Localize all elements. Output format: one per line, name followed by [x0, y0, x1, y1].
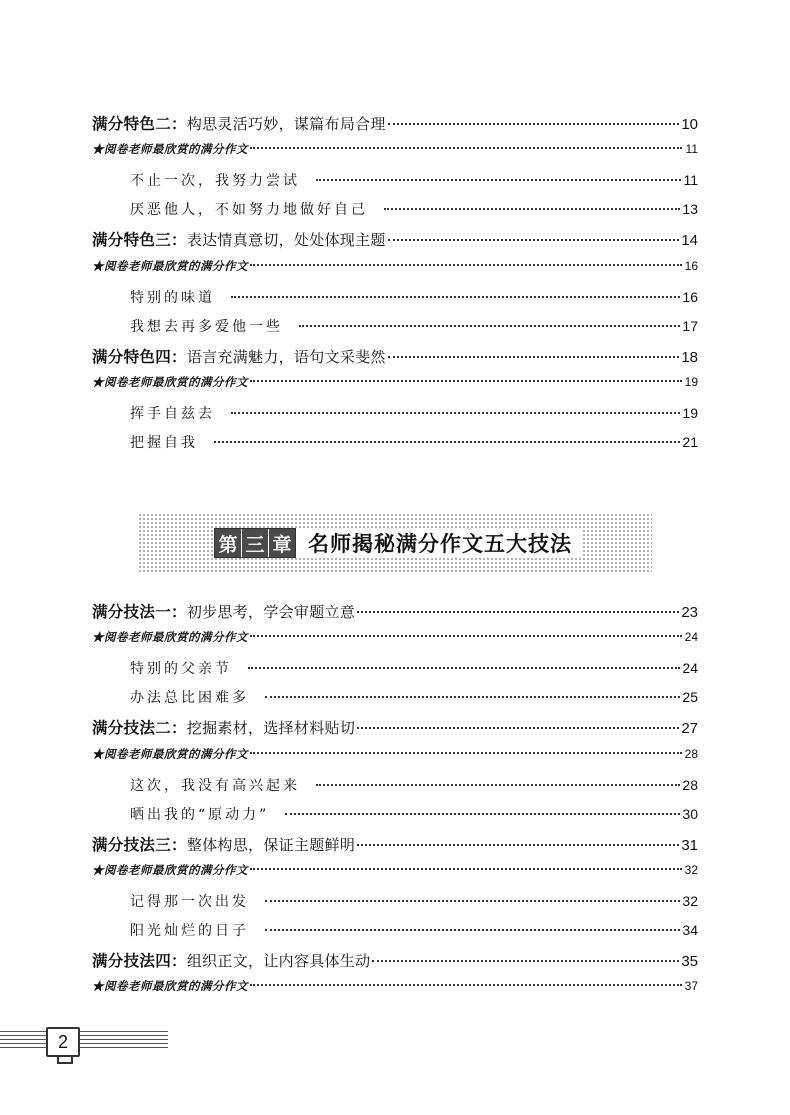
toc-subheading-text: ★阅卷老师最欣赏的满分作文 — [92, 862, 248, 877]
toc-heading-label: 满分技法二： — [92, 719, 187, 738]
toc-heading-text: 组织正文，让内容具体生动 — [186, 952, 371, 971]
toc-heading-label: 满分技法三： — [92, 835, 187, 854]
toc-page-number: 16 — [684, 258, 698, 273]
toc-page-number: 34 — [682, 922, 698, 939]
toc-page-number: 18 — [681, 348, 698, 366]
footer-lines-right — [80, 1031, 168, 1053]
toc-heading-row — [92, 716, 698, 744]
toc-heading-title — [92, 949, 370, 971]
toc-subheading-row — [92, 746, 698, 774]
toc-essay-row — [92, 316, 698, 344]
dot-leader — [250, 984, 682, 986]
dot-leader — [265, 929, 680, 931]
toc-heading-text: 挖掘素材，选择材料贴切 — [186, 719, 356, 738]
toc-subheading-row — [92, 141, 698, 169]
toc-heading-text: 表达情真意切，处处体现主题 — [186, 231, 386, 250]
toc-heading-label: 满分技法一： — [92, 603, 187, 621]
toc-subheading-row — [92, 258, 698, 286]
footer-lines-left — [0, 1031, 46, 1053]
toc-essay-row — [92, 432, 698, 460]
toc-page-number: 37 — [684, 979, 698, 994]
toc-essay-title: 办法总比困难多 — [130, 690, 249, 707]
dot-leader — [299, 325, 680, 327]
toc-subheading-row — [92, 978, 698, 1006]
toc-page-number: 10 — [681, 116, 698, 133]
dot-leader — [316, 179, 681, 181]
toc-page-number: 19 — [684, 374, 698, 389]
chapter-title: 名师揭秘满分作文五大技法 — [308, 532, 572, 556]
toc-page-number: 25 — [682, 689, 698, 706]
dot-leader — [372, 960, 679, 962]
toc-essay-row — [92, 891, 698, 919]
toc-heading-title — [92, 600, 355, 622]
toc-page-number: 28 — [684, 746, 698, 761]
dot-leader — [384, 208, 680, 210]
dot-leader — [214, 441, 680, 443]
toc-heading-row — [92, 112, 698, 140]
dot-leader — [250, 380, 682, 382]
dot-leader — [285, 813, 680, 815]
toc-subheading-text: ★阅卷老师最欣赏的满分作文 — [92, 746, 248, 761]
toc-essay-row — [92, 658, 698, 686]
toc-heading-title — [92, 228, 386, 250]
toc-subheading-row — [92, 629, 698, 657]
toc-essay-row — [92, 920, 698, 948]
toc-essay-row — [92, 287, 698, 315]
dot-leader — [248, 667, 680, 669]
page-number: 2 — [46, 1027, 80, 1057]
toc-heading-text: 构思灵活巧妙，谋篇布局合理 — [186, 115, 386, 133]
dot-leader — [265, 900, 680, 902]
toc-essay-title: 把握自我 — [130, 435, 198, 452]
toc-page-number: 35 — [681, 953, 698, 971]
toc-heading-label: 满分技法四： — [92, 952, 187, 971]
toc-essay-row — [92, 199, 698, 227]
toc-heading-text: 初步思考，学会审题立意 — [186, 603, 356, 621]
toc-heading-text: 语言充满魅力，语句文采斐然 — [186, 347, 386, 366]
dot-leader — [357, 727, 679, 729]
toc-heading-row — [92, 949, 698, 977]
dot-leader — [250, 264, 682, 266]
toc-page-number: 11 — [685, 142, 698, 157]
toc-essay-title: 不止一次，我努力尝试 — [130, 173, 300, 190]
toc-heading-label: 满分特色二： — [92, 115, 187, 133]
toc-heading-title — [92, 345, 386, 367]
toc-essay-row — [92, 804, 698, 832]
toc-subheading-text: ★阅卷老师最欣赏的满分作文 — [92, 258, 248, 273]
toc-essay-title: 挥手自兹去 — [130, 406, 215, 422]
toc-page-number: 28 — [682, 776, 698, 793]
chapter-banner — [138, 513, 652, 573]
toc-heading-label: 满分特色四： — [92, 347, 187, 366]
toc-heading-row — [92, 345, 698, 373]
dot-leader — [388, 123, 680, 125]
toc-page-number: 32 — [682, 893, 698, 909]
toc-page-number: 31 — [681, 836, 698, 854]
toc-page-number: 27 — [681, 720, 698, 738]
toc-essay-row — [92, 170, 698, 198]
toc-subheading-row — [92, 862, 698, 890]
toc-essay-title: 特别的味道 — [130, 289, 215, 306]
toc-subheading-text: ★阅卷老师最欣赏的满分作文 — [92, 142, 248, 157]
toc-page-number: 21 — [682, 434, 698, 451]
dot-leader — [357, 611, 679, 613]
toc-subheading-text: ★阅卷老师最欣赏的满分作文 — [92, 374, 248, 389]
toc-essay-title: 记得那一次出发 — [130, 894, 249, 910]
toc-page-number: 16 — [682, 288, 698, 305]
page-number-stand — [57, 1056, 73, 1064]
dot-leader — [388, 356, 680, 358]
chapter-char: 章 — [269, 529, 295, 557]
toc-page-number: 23 — [681, 604, 698, 621]
toc-heading-label: 满分特色三： — [92, 231, 187, 250]
toc-heading-title — [92, 716, 355, 738]
toc-heading-title — [92, 112, 386, 134]
toc-page-number: 14 — [681, 232, 698, 250]
toc-essay-title: 特别的父亲节 — [130, 661, 232, 678]
dot-leader — [250, 635, 682, 637]
toc-page-number: 19 — [682, 405, 698, 421]
toc-subheading-text: ★阅卷老师最欣赏的满分作文 — [92, 979, 248, 994]
toc-heading-row — [92, 228, 698, 256]
chapter-number-box — [214, 528, 296, 558]
toc-essay-title: 我想去再多爱他一些 — [130, 318, 283, 335]
toc-essay-row — [92, 403, 698, 431]
toc-page-number: 30 — [682, 805, 698, 822]
dot-leader — [250, 868, 682, 870]
chapter-char: 三 — [242, 529, 269, 557]
dot-leader — [357, 844, 679, 846]
chapter-char: 第 — [215, 529, 242, 557]
dot-leader — [231, 296, 680, 298]
dot-leader — [250, 752, 682, 754]
toc-subheading-row — [92, 374, 698, 402]
toc-page-number: 13 — [682, 201, 698, 218]
dot-leader — [388, 239, 680, 241]
toc-page-number: 24 — [684, 630, 698, 645]
toc-essay-title: 晒出我的“原动力” — [130, 806, 270, 823]
toc-essay-row — [92, 687, 698, 715]
toc-heading-text: 整体构思，保证主题鲜明 — [186, 835, 356, 854]
toc-heading-row — [92, 600, 698, 628]
toc-essay-title: 厌恶他人，不如努力地做好自己 — [130, 202, 368, 219]
toc-page-number: 24 — [682, 660, 698, 677]
toc-essay-title: 阳光灿烂的日子 — [130, 923, 249, 940]
dot-leader — [250, 147, 682, 149]
chapter-heading — [214, 528, 582, 558]
toc-heading-title — [92, 833, 355, 855]
toc-page-number: 17 — [682, 317, 698, 334]
dot-leader — [265, 696, 680, 698]
toc-subheading-text: ★阅卷老师最欣赏的满分作文 — [92, 630, 248, 645]
toc-heading-row — [92, 833, 698, 861]
toc-essay-row — [92, 775, 698, 803]
toc-page-number: 11 — [683, 172, 698, 189]
dot-leader — [231, 412, 680, 414]
toc-essay-title: 这次，我没有高兴起来 — [130, 777, 300, 794]
dot-leader — [316, 784, 680, 786]
toc-page-number: 32 — [684, 862, 698, 877]
